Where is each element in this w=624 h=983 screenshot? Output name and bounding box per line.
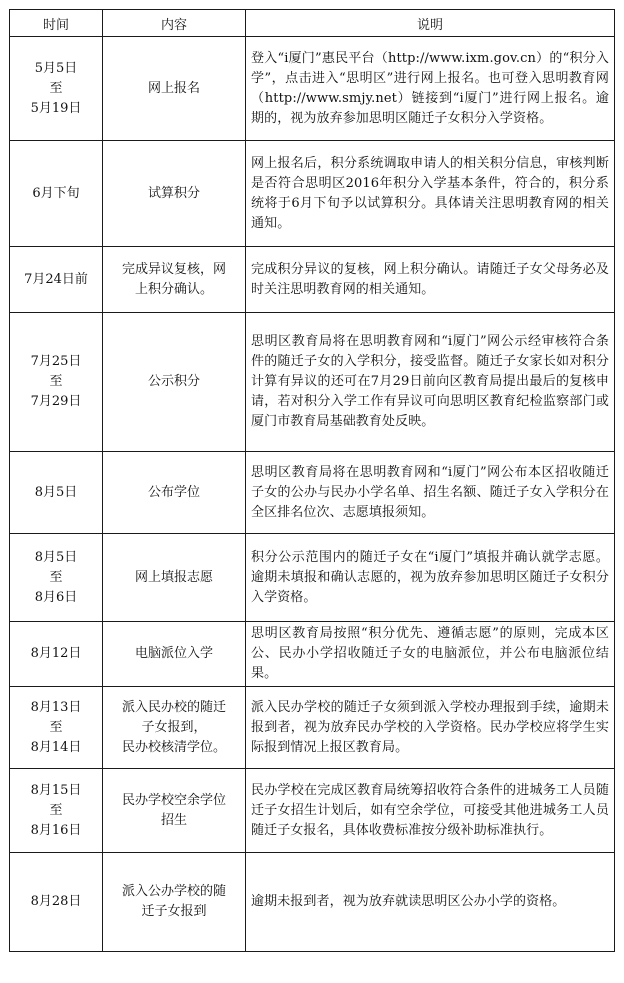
- time-cell: [10, 247, 103, 313]
- description-text: 网上报名后，积分系统调取申请人的相关积分信息，审核判断是否符合思明区2016年积分入学基本条件，符合的，积分系统将于6月下旬予以试算积分。具体请关注思明教育网的相关通知。: [251, 155, 609, 231]
- table-row: [10, 452, 615, 534]
- content-cell: [103, 141, 246, 247]
- table-row: [10, 247, 615, 313]
- content-cell: [103, 313, 246, 452]
- time-cell: [10, 452, 103, 534]
- description-cell: [246, 247, 615, 313]
- time-cell: [10, 313, 103, 452]
- content-line: 试算积分: [147, 185, 200, 201]
- header-time: 时间: [10, 10, 103, 37]
- time-line: 至: [49, 569, 63, 585]
- content-line: 民办学校空余学位: [121, 792, 226, 808]
- time-line: 5月5日: [34, 60, 78, 76]
- content-cell: [103, 534, 246, 622]
- description-cell: [246, 313, 615, 452]
- time-line: 5月19日: [30, 100, 82, 116]
- description-text: 逾期未报到者，视为放弃就读思明区公办小学的资格。: [251, 894, 566, 909]
- description-cell: [246, 141, 615, 247]
- table-row: [10, 141, 615, 247]
- header-description: 说明: [246, 10, 615, 37]
- time-line: 7月29日: [30, 394, 82, 409]
- description-cell: [246, 37, 615, 141]
- time-line: 8月28日: [30, 894, 82, 909]
- header-content: 内容: [103, 10, 246, 37]
- time-cell: [10, 769, 103, 853]
- table-row: [10, 769, 615, 853]
- description-cell: [246, 687, 615, 769]
- content-line: 派入民办校的随迁: [121, 699, 226, 715]
- description-text: 思明区教育局按照“积分优先、遵循志愿”的原则，完成本区公、民办小学招收随迁子女的电脑派位，并公布电脑派位结果。: [251, 626, 609, 681]
- content-cell: [103, 687, 246, 769]
- table-row: [10, 853, 615, 952]
- time-cell: [10, 37, 103, 141]
- time-line: 至: [49, 80, 63, 96]
- time-line: 7月24日前: [24, 271, 88, 287]
- time-cell: [10, 687, 103, 769]
- content-line: 网上填报志愿: [134, 569, 213, 585]
- time-line: 至: [49, 719, 63, 735]
- time-cell: [10, 534, 103, 622]
- time-line: 6月下旬: [32, 185, 80, 201]
- description-cell: [246, 622, 615, 687]
- time-line: 8月15日: [30, 782, 82, 798]
- time-line: 8月12日: [30, 646, 82, 661]
- time-line: 8月14日: [30, 739, 82, 755]
- content-cell: [103, 769, 246, 853]
- content-line: 公示积分: [147, 374, 200, 389]
- content-line: 上积分确认。: [134, 281, 213, 297]
- content-cell: [103, 247, 246, 313]
- time-line: 8月5日: [34, 484, 78, 500]
- description-cell: [246, 853, 615, 952]
- description-text: 完成积分异议的复核，网上积分确认。请随迁子女父母务必及时关注思明教育网的相关通知。: [251, 261, 609, 297]
- time-cell: [10, 141, 103, 247]
- content-line: 迁子女报到: [141, 904, 207, 919]
- time-line: 8月13日: [30, 699, 82, 715]
- time-line: 7月25日: [30, 354, 82, 369]
- table-row: [10, 37, 615, 141]
- content-line: 电脑派位入学: [134, 646, 213, 661]
- content-line: 网上报名: [147, 80, 200, 96]
- content-line: 公布学位: [147, 484, 200, 500]
- content-line: 子女报到，: [141, 719, 207, 735]
- time-line: 至: [49, 802, 63, 818]
- time-cell: [10, 853, 103, 952]
- header-row: [10, 10, 615, 37]
- content-cell: [103, 853, 246, 952]
- content-cell: [103, 37, 246, 141]
- table-row: [10, 313, 615, 452]
- content-line: 民办校核清学位。: [121, 739, 226, 755]
- description-cell: [246, 534, 615, 622]
- content-line: 派入公办学校的随: [121, 884, 226, 899]
- description-text: 登入“i厦门”惠民平台（http://www.ixm.gov.cn）的“积分入学”，点击进入“思明区”进行网上报名。也可登入思明教育网（http://www.smjy.net）链接到“i厦门”进行网上报名。逾期的，视为放弃参加思明区随迁子女积分入学资格。: [251, 50, 609, 126]
- time-cell: [10, 622, 103, 687]
- table-row: [10, 622, 615, 687]
- description-cell: [246, 452, 615, 534]
- table-row: [10, 687, 615, 769]
- description-cell: [246, 769, 615, 853]
- time-line: 8月16日: [30, 822, 82, 838]
- enrollment-schedule-table: [9, 9, 615, 952]
- description-text: 思明区教育局将在思明教育网和“i厦门”网公布本区招收随迁子女的公办与民办小学名单、招生名额、随迁子女入学积分在全区排名位次、志愿填报须知。: [251, 464, 609, 520]
- content-cell: [103, 622, 246, 687]
- time-line: 8月6日: [34, 589, 78, 605]
- content-line: 完成异议复核，网: [121, 261, 226, 277]
- content-line: 招生: [160, 812, 187, 828]
- description-text: 思明区教育局将在思明教育网和“i厦门”网公示经审核符合条件的随迁子女的入学积分，接受监督。随迁子女家长如对积分计算有异议的还可在7月29日前向区教育局提出最后的复核申请，若对积分入学工作有异议可向思明区教育纪检监察部门或厦门市教育局基础教育处反映。: [251, 334, 609, 429]
- description-text: 积分公示范围内的随迁子女在“i厦门”填报并确认就学志愿。逾期未填报和确认志愿的，视为放弃参加思明区随迁子女积分入学资格。: [251, 549, 609, 605]
- time-line: 至: [49, 374, 63, 389]
- description-text: 民办学校在完成区教育局统筹招收符合条件的进城务工人员随迁子女招生计划后，如有空余学位，可接受其他进城务工人员随迁子女报名，具体收费标准按分级补助标准执行。: [251, 782, 609, 838]
- table-row: [10, 534, 615, 622]
- time-line: 8月5日: [34, 549, 78, 565]
- content-cell: [103, 452, 246, 534]
- description-text: 派入民办学校的随迁子女须到派入学校办理报到手续，逾期未报到者，视为放弃民办学校的入学资格。民办学校应将学生实际报到情况上报区教育局。: [251, 699, 609, 755]
